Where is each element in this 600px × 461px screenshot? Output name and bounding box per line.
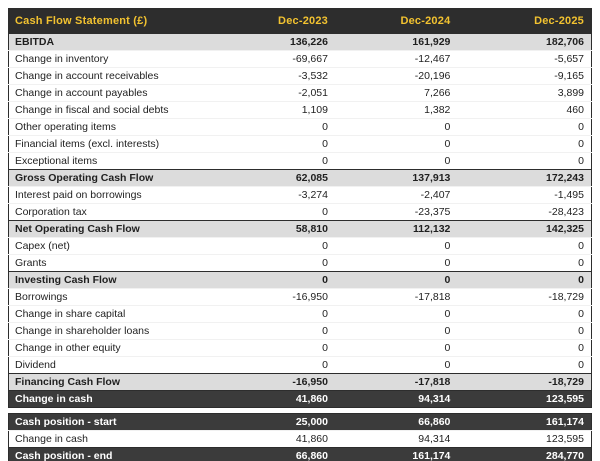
row-value: 0 (335, 272, 457, 289)
row-value: 0 (230, 153, 335, 170)
row-label: Financing Cash Flow (9, 374, 231, 391)
table-header-row (9, 9, 592, 34)
row-label: Financial items (excl. interests) (9, 136, 231, 153)
row-value: 41,860 (230, 431, 335, 448)
row-value: 0 (335, 136, 457, 153)
column-header-dec-2025: Dec-2025 (457, 9, 591, 34)
row-value: 284,770 (457, 448, 591, 461)
row-label: Change in share capital (9, 306, 231, 323)
row-value: -69,667 (230, 51, 335, 68)
row-label: Cash position - end (9, 448, 231, 461)
row-value: 0 (230, 306, 335, 323)
row-value: -16,950 (230, 289, 335, 306)
row-value: 0 (457, 340, 591, 357)
row-value: 0 (457, 136, 591, 153)
row-value: 1,382 (335, 102, 457, 119)
row-value: 66,860 (230, 448, 335, 461)
row-value: 62,085 (230, 170, 335, 187)
row-value: 161,174 (335, 448, 457, 461)
row-value: 136,226 (230, 34, 335, 51)
row-value: 0 (335, 357, 457, 374)
row-value: -17,818 (335, 374, 457, 391)
column-header-dec-2024: Dec-2024 (335, 9, 457, 34)
row-value: 0 (335, 119, 457, 136)
main-cash-flow-table (8, 8, 592, 408)
table-row (9, 272, 592, 289)
table-row (9, 289, 592, 306)
row-value: -1,495 (457, 187, 591, 204)
row-label: Change in cash (9, 391, 231, 408)
row-label: Cash position - start (9, 414, 231, 431)
row-value: 0 (457, 357, 591, 374)
row-value: 0 (335, 306, 457, 323)
row-value: 0 (335, 340, 457, 357)
row-value: 94,314 (335, 431, 457, 448)
row-value: 0 (335, 323, 457, 340)
row-label: Change in account receivables (9, 68, 231, 85)
row-value: -2,407 (335, 187, 457, 204)
row-value: 112,132 (335, 221, 457, 238)
row-value: -17,818 (335, 289, 457, 306)
row-value: 0 (230, 340, 335, 357)
main-table-body (9, 34, 592, 408)
table-row (9, 85, 592, 102)
row-value: 0 (230, 323, 335, 340)
row-value: 0 (457, 272, 591, 289)
row-value: 123,595 (457, 431, 591, 448)
row-label: Change in shareholder loans (9, 323, 231, 340)
row-label: Corporation tax (9, 204, 231, 221)
table-row (9, 153, 592, 170)
row-value: -3,274 (230, 187, 335, 204)
row-label: Net Operating Cash Flow (9, 221, 231, 238)
row-value: 182,706 (457, 34, 591, 51)
row-value: 0 (230, 204, 335, 221)
row-value: 123,595 (457, 391, 591, 408)
row-value: 460 (457, 102, 591, 119)
table-row (9, 323, 592, 340)
row-value: 0 (230, 136, 335, 153)
row-label: Other operating items (9, 119, 231, 136)
row-value: 161,174 (457, 414, 591, 431)
table-title: Cash Flow Statement (£) (9, 9, 231, 34)
row-label: Capex (net) (9, 238, 231, 255)
row-label: Exceptional items (9, 153, 231, 170)
row-label: Change in cash (9, 431, 231, 448)
row-label: Grants (9, 255, 231, 272)
row-label: Change in fiscal and social debts (9, 102, 231, 119)
table-row (9, 414, 592, 431)
row-value: 0 (457, 323, 591, 340)
row-label: Dividend (9, 357, 231, 374)
row-value: 137,913 (335, 170, 457, 187)
row-label: Change in account payables (9, 85, 231, 102)
row-value: -18,729 (457, 289, 591, 306)
row-value: 41,860 (230, 391, 335, 408)
row-value: 161,929 (335, 34, 457, 51)
table-row (9, 187, 592, 204)
summary-table-body (9, 414, 592, 461)
row-value: -5,657 (457, 51, 591, 68)
row-value: 66,860 (335, 414, 457, 431)
table-row (9, 255, 592, 272)
row-value: -3,532 (230, 68, 335, 85)
row-value: 172,243 (457, 170, 591, 187)
table-row (9, 102, 592, 119)
row-value: -2,051 (230, 85, 335, 102)
row-value: 0 (457, 119, 591, 136)
table-row (9, 391, 592, 408)
row-label: Change in inventory (9, 51, 231, 68)
row-value: 0 (457, 255, 591, 272)
table-row (9, 238, 592, 255)
row-value: -20,196 (335, 68, 457, 85)
row-label: Gross Operating Cash Flow (9, 170, 231, 187)
row-label: EBITDA (9, 34, 231, 51)
table-row (9, 34, 592, 51)
table-row (9, 119, 592, 136)
table-row (9, 340, 592, 357)
row-label: Change in other equity (9, 340, 231, 357)
row-value: 94,314 (335, 391, 457, 408)
row-value: 0 (335, 153, 457, 170)
row-value: 0 (230, 238, 335, 255)
row-value: -23,375 (335, 204, 457, 221)
table-row (9, 170, 592, 187)
row-value: 25,000 (230, 414, 335, 431)
table-row (9, 136, 592, 153)
row-value: 58,810 (230, 221, 335, 238)
cash-position-summary-table (8, 413, 592, 461)
row-value: 0 (335, 238, 457, 255)
table-row (9, 204, 592, 221)
row-value: 7,266 (335, 85, 457, 102)
row-value: 0 (230, 119, 335, 136)
row-value: -9,165 (457, 68, 591, 85)
table-row (9, 221, 592, 238)
row-value: 0 (230, 272, 335, 289)
row-value: -12,467 (335, 51, 457, 68)
table-row (9, 448, 592, 461)
row-value: 3,899 (457, 85, 591, 102)
row-value: 0 (230, 255, 335, 272)
row-value: -18,729 (457, 374, 591, 391)
row-value: 1,109 (230, 102, 335, 119)
row-label: Investing Cash Flow (9, 272, 231, 289)
table-row (9, 68, 592, 85)
row-value: 0 (457, 238, 591, 255)
table-row (9, 306, 592, 323)
table-row (9, 431, 592, 448)
table-row (9, 51, 592, 68)
table-row (9, 374, 592, 391)
row-value: 0 (457, 153, 591, 170)
row-value: -28,423 (457, 204, 591, 221)
row-value: 0 (335, 255, 457, 272)
row-value: 0 (230, 357, 335, 374)
table-row (9, 357, 592, 374)
row-label: Interest paid on borrowings (9, 187, 231, 204)
row-value: 0 (457, 306, 591, 323)
row-label: Borrowings (9, 289, 231, 306)
column-header-dec-2023: Dec-2023 (230, 9, 335, 34)
row-value: 142,325 (457, 221, 591, 238)
row-value: -16,950 (230, 374, 335, 391)
